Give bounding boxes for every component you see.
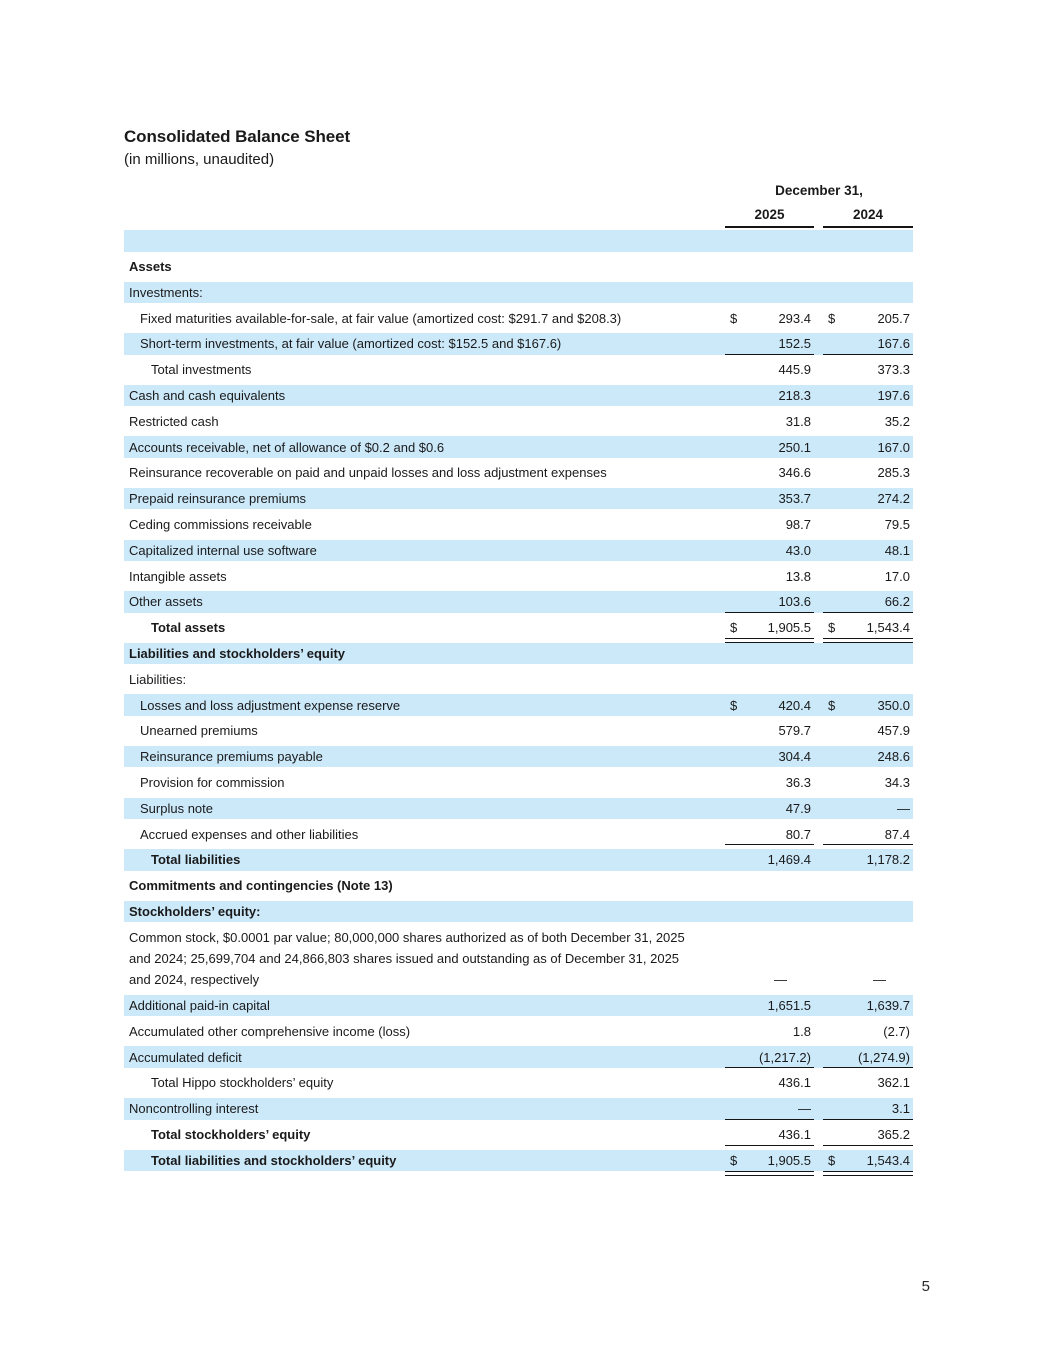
row-label: Other assets [129, 594, 203, 610]
value-2025 [725, 388, 814, 403]
row-label: Intangible assets [129, 568, 227, 584]
value-2024 [823, 827, 913, 842]
value-2025 [725, 1127, 814, 1142]
value-text: 47.9 [785, 800, 811, 816]
year-column-header-2025: 2025 [725, 207, 814, 228]
value-2025 [725, 1153, 814, 1168]
value-text: 579.7 [778, 723, 811, 739]
table-row [124, 995, 913, 1017]
table-row [124, 1072, 913, 1094]
value-2024 [823, 620, 913, 635]
value-text: 250.1 [778, 439, 811, 455]
balance-sheet-document [124, 127, 913, 1175]
table-row [124, 849, 913, 871]
row-label: Total Hippo stockholders’ equity [151, 1075, 334, 1091]
value-text: 31.8 [785, 413, 811, 429]
row-label: Additional paid-in capital [129, 998, 270, 1014]
value-2024 [823, 388, 913, 403]
value-2024 [823, 852, 913, 867]
value-text: 436.1 [778, 1075, 811, 1091]
table-spacer-row [124, 230, 913, 252]
table-row [124, 514, 913, 536]
row-label: Liabilities and stockholders’ equity [129, 646, 345, 661]
value-text: (1,217.2) [758, 1049, 811, 1065]
value-text: (2.7) [883, 1023, 910, 1039]
row-label: Provision for commission [140, 774, 285, 790]
value-text: 197.6 [877, 388, 910, 404]
value-text: 79.5 [884, 517, 910, 533]
value-text: — [897, 800, 910, 816]
page-subtitle: (in millions, unaudited) [124, 151, 275, 168]
row-label: Capitalized internal use software [129, 542, 317, 558]
table-row [124, 901, 913, 923]
row-label: Cash and cash equivalents [129, 388, 286, 404]
value-2025 [725, 1075, 814, 1090]
value-text: 167.6 [877, 336, 910, 352]
period-header: December 31, [775, 183, 863, 198]
value-2025 [725, 1050, 814, 1065]
value-2025 [725, 827, 814, 842]
value-text: 293.4 [778, 310, 811, 326]
value-text: 1,543.4 [866, 620, 910, 636]
value-2025 [725, 414, 814, 429]
value-text: 34.3 [884, 774, 910, 790]
table-row [124, 617, 913, 639]
table-row [124, 565, 913, 587]
value-text: 152.5 [778, 336, 811, 352]
table-row [124, 1046, 913, 1068]
value-2024 [823, 801, 913, 816]
row-label: Losses and loss adjustment expense reserve [140, 697, 401, 713]
value-text: 13.8 [785, 568, 811, 584]
value-2025 [725, 465, 814, 480]
value-text: 304.4 [778, 749, 811, 765]
value-2025 [701, 969, 790, 991]
value-2024 [823, 362, 913, 377]
currency-symbol: $ [730, 620, 738, 636]
value-2024 [823, 569, 913, 584]
currency-symbol: $ [730, 697, 738, 713]
value-2024 [823, 491, 913, 506]
currency-symbol: $ [828, 310, 836, 326]
value-2024 [823, 1050, 913, 1065]
currency-symbol: $ [828, 697, 836, 713]
value-text: 205.7 [877, 310, 910, 326]
value-text: 1.8 [792, 1023, 811, 1039]
table-header [124, 183, 913, 228]
value-text: 274.2 [877, 491, 910, 507]
value-2025 [725, 311, 814, 326]
table-row [124, 643, 913, 665]
value-text: 66.2 [884, 594, 910, 610]
row-label: Prepaid reinsurance premiums [129, 491, 307, 507]
row-label: Surplus note [140, 800, 213, 816]
value-2024 [823, 594, 913, 609]
value-2025 [725, 440, 814, 455]
value-2025 [725, 801, 814, 816]
value-text: 1,905.5 [767, 620, 811, 636]
value-2025 [725, 1024, 814, 1039]
value-2025 [725, 698, 814, 713]
value-2024 [823, 723, 913, 738]
row-label: Total liabilities and stockholders’ equity [151, 1152, 397, 1168]
value-2025 [725, 336, 814, 351]
table-row [124, 411, 913, 433]
value-text: 285.3 [877, 465, 910, 481]
table-row [124, 282, 913, 304]
value-2025 [725, 517, 814, 532]
value-2025 [725, 594, 814, 609]
row-label: Total investments [151, 362, 252, 378]
row-label: Accrued expenses and other liabilities [140, 826, 359, 842]
value-2024 [823, 998, 913, 1013]
row-label: Common stock, $0.0001 par value; 80,000,000 shares authorized as of both December 31, 2025 and 2024; 25,699,704 and 24,866,803 shares issued and outstanding as of December 31, 2025 and 2024, respectively [129, 929, 685, 987]
value-2025 [725, 749, 814, 764]
table-row [124, 1098, 913, 1120]
table-row [124, 307, 913, 329]
balance-sheet-table [124, 230, 913, 1171]
value-text: 36.3 [785, 774, 811, 790]
value-2024 [823, 414, 913, 429]
table-row [124, 823, 913, 845]
value-text: — [798, 1101, 811, 1117]
value-2024 [823, 1153, 913, 1168]
value-text: (1,274.9) [857, 1049, 910, 1065]
value-text: 436.1 [778, 1127, 811, 1143]
table-row [124, 462, 913, 484]
table-row [124, 333, 913, 355]
value-text: 1,905.5 [767, 1152, 811, 1168]
value-text: 167.0 [877, 439, 910, 455]
value-2024 [823, 749, 913, 764]
value-2025 [725, 852, 814, 867]
table-row [124, 927, 913, 991]
value-2024 [823, 775, 913, 790]
table-row [124, 591, 913, 613]
table-row [124, 1150, 913, 1172]
value-2024 [823, 543, 913, 558]
currency-symbol: $ [828, 1152, 836, 1168]
value-text: 87.4 [884, 826, 910, 842]
value-text: 346.6 [778, 465, 811, 481]
value-2024 [823, 465, 913, 480]
table-row [124, 875, 913, 897]
value-2024 [823, 336, 913, 351]
table-row [124, 669, 913, 691]
value-text: 1,651.5 [767, 998, 811, 1014]
year-headers [725, 207, 913, 228]
table-row [124, 359, 913, 381]
value-2025 [725, 723, 814, 738]
value-text: 353.7 [778, 491, 811, 507]
value-text: 420.4 [778, 697, 811, 713]
value-2025 [725, 362, 814, 377]
value-text: 365.2 [877, 1127, 910, 1143]
row-label: Reinsurance premiums payable [140, 749, 323, 765]
value-2025 [725, 1101, 814, 1116]
value-2025 [725, 998, 814, 1013]
value-2024 [823, 1127, 913, 1142]
row-label: Stockholders’ equity: [129, 903, 261, 919]
table-row [124, 436, 913, 458]
row-label: Commitments and contingencies (Note 13) [129, 878, 393, 894]
value-text: 80.7 [785, 826, 811, 842]
row-label: Liabilities: [129, 671, 187, 687]
row-label: Unearned premiums [140, 723, 258, 739]
table-row [124, 694, 913, 716]
table-row [124, 772, 913, 794]
value-text: 3.1 [891, 1101, 910, 1117]
table-row [124, 256, 913, 278]
currency-symbol: $ [730, 1152, 738, 1168]
value-text: 17.0 [884, 568, 910, 584]
value-2024 [823, 517, 913, 532]
value-text: 98.7 [785, 517, 811, 533]
table-row [124, 540, 913, 562]
row-label: Investments: [129, 284, 203, 300]
value-text: 103.6 [778, 594, 811, 610]
value-2025 [725, 543, 814, 558]
row-label: Accounts receivable, net of allowance of $0.2 and $0.6 [129, 439, 445, 455]
page-title: Consolidated Balance Sheet [124, 127, 351, 146]
value-text: 1,469.4 [767, 852, 811, 868]
value-2024 [823, 1024, 913, 1039]
value-text: 248.6 [877, 749, 910, 765]
value-2024 [823, 311, 913, 326]
row-label: Fixed maturities available-for-sale, at fair value (amortized cost: $291.7 and $208.3) [140, 310, 622, 326]
row-label: Short-term investments, at fair value (amortized cost: $152.5 and $167.6) [140, 336, 562, 352]
row-label: Total stockholders’ equity [151, 1127, 311, 1143]
value-2024 [823, 1101, 913, 1116]
value-text: 43.0 [785, 542, 811, 558]
value-2024 [823, 1075, 913, 1090]
currency-symbol: $ [730, 310, 738, 326]
row-label: Total assets [151, 620, 226, 636]
value-text: 1,543.4 [866, 1152, 910, 1168]
value-text: — [774, 972, 787, 988]
value-text: 373.3 [877, 362, 910, 378]
value-text: 48.1 [884, 542, 910, 558]
table-row [124, 1021, 913, 1043]
value-text: 362.1 [877, 1075, 910, 1091]
value-text: 1,178.2 [866, 852, 910, 868]
row-label: Ceding commissions receivable [129, 517, 312, 533]
page-number: 5 [921, 1278, 930, 1295]
value-2024 [799, 969, 889, 991]
table-row [124, 1124, 913, 1146]
value-text: 1,639.7 [866, 998, 910, 1014]
value-2024 [823, 440, 913, 455]
year-column-header-2024: 2024 [823, 207, 913, 228]
row-label: Assets [129, 259, 172, 275]
value-text: 445.9 [778, 362, 811, 378]
table-row [124, 385, 913, 407]
value-text: 457.9 [877, 723, 910, 739]
table-row [124, 720, 913, 742]
row-label: Accumulated other comprehensive income (loss) [129, 1023, 411, 1039]
currency-symbol: $ [828, 620, 836, 636]
value-text: — [873, 972, 886, 988]
table-row [124, 798, 913, 820]
value-2025 [725, 775, 814, 790]
table-row [124, 746, 913, 768]
value-2024 [823, 698, 913, 713]
row-label: Accumulated deficit [129, 1049, 242, 1065]
value-text: 218.3 [778, 388, 811, 404]
table-row [124, 488, 913, 510]
row-label: Reinsurance recoverable on paid and unpaid losses and loss adjustment expenses [129, 465, 607, 481]
value-text: 35.2 [884, 413, 910, 429]
value-2025 [725, 620, 814, 635]
value-2025 [725, 569, 814, 584]
row-label: Noncontrolling interest [129, 1101, 259, 1117]
row-label: Total liabilities [151, 852, 241, 868]
value-text: 350.0 [877, 697, 910, 713]
period-header-group [725, 183, 913, 228]
row-label: Restricted cash [129, 413, 219, 429]
value-2025 [725, 491, 814, 506]
